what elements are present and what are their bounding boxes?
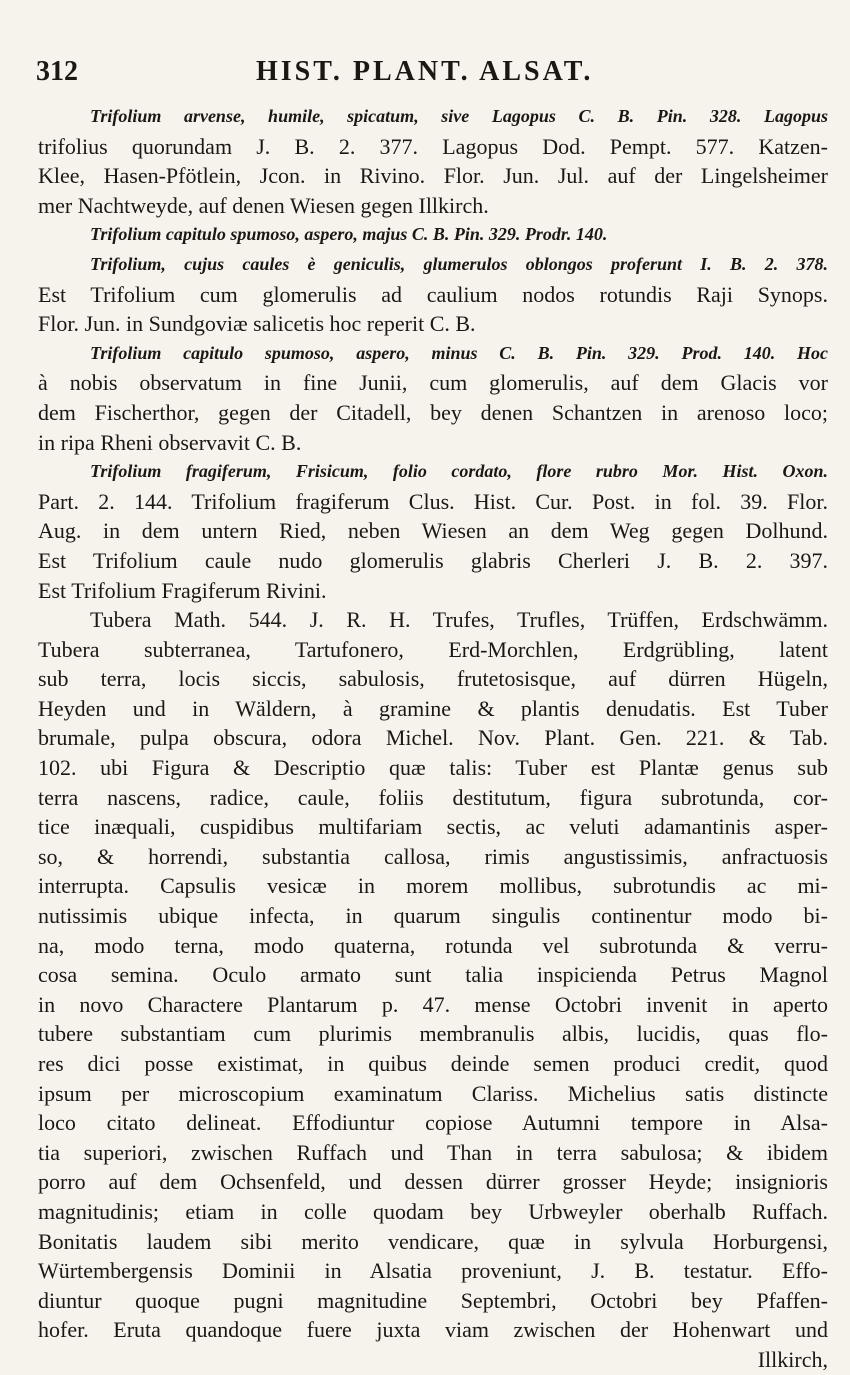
text-line: Trifolium fragiferum, Frisicum, folio cordato, flore rubro Mor. Hist. Oxon. — [90, 461, 828, 482]
text-line: Illkirch, — [757, 1346, 828, 1372]
text-line: loco citato delineat. Effodiuntur copiose Autumni tempore in Alsa- — [38, 1110, 828, 1136]
text-line: res dici posse existimat, in quibus deinde semen produci credit, quod — [38, 1051, 828, 1076]
page-number: 312 — [36, 56, 78, 87]
text-line: Trifolium, cujus caules è geniculis, glumerulos oblongos proferunt I. B. 2. 378. — [90, 253, 828, 274]
text-line: Trifolium capitulo spumoso, aspero, minus C. B. Pin. 329. Prod. 140. Hoc — [90, 342, 828, 363]
text-line: na, modo terna, modo quaterna, rotunda vel subrotunda & verru- — [38, 932, 828, 958]
text-line: Bonitatis laudem sibi merito vendicare, quæ in sylvula Horburgensi, — [38, 1228, 828, 1254]
text-line: Flor. Jun. in Sundgoviæ salicetis hoc reperit C. B. — [38, 311, 476, 337]
text-line: Trifolium capitulo spumoso, aspero, majus C. B. Pin. 329. Prodr. 140. — [90, 224, 608, 245]
text-line: tice inæquali, cuspidibus multifariam sectis, ac veluti adamantinis asper- — [38, 814, 828, 840]
text-line: tubere substantiam cum plurimis membranulis albis, lucidis, quas flo- — [38, 1021, 828, 1047]
text-line: so, & horrendi, substantia callosa, rimis angustissimis, anfractuosis — [38, 843, 828, 869]
text-line: diuntur quoque pugni magnitudine Septembri, Octobri bey Pfaffen- — [38, 1287, 828, 1313]
text-line: hofer. Eruta quandoque fuere juxta viam zwischen der Hohenwart und — [38, 1317, 828, 1343]
text-line: Würtembergensis Dominii in Alsatia proveniunt, J. B. testatur. Effo- — [38, 1258, 828, 1284]
text-line: dem Fischerthor, gegen der Citadell, bey denen Schantzen in arenoso loco; — [38, 399, 828, 425]
text-line: ipsum per microscopium examinatum Clariss. Michelius satis distincte — [38, 1080, 828, 1106]
text-line: interrupta. Capsulis vesicæ in morem mollibus, subrotundis ac mi- — [38, 873, 828, 899]
text-line: brumale, pulpa obscura, odora Michel. Nov. Plant. Gen. 221. & Tab. — [38, 725, 828, 751]
text-line: porro auf dem Ochsenfeld, und dessen dürrer grosser Heyde; insignioris — [38, 1169, 828, 1195]
text-line: Est Trifolium caule nudo glomerulis glabris Cherleri J. B. 2. 397. — [38, 547, 828, 573]
text-line: Heyden und in Wäldern, à gramine & plantis denudatis. Est Tuber — [38, 695, 828, 721]
text-body — [38, 102, 828, 1375]
text-line: Part. 2. 144. Trifolium fragiferum Clus. Hist. Cur. Post. in fol. 39. Flor. — [38, 488, 828, 514]
running-title: HIST. PLANT. ALSAT. — [256, 56, 594, 87]
text-line: in ripa Rheni observavit C. B. — [38, 429, 302, 455]
text-line: 102. ubi Figura & Descriptio quæ talis: Tuber est Plantæ genus sub — [38, 755, 828, 781]
page-header — [36, 56, 826, 92]
text-line: cosa semina. Oculo armato sunt talia inspicienda Petrus Magnol — [38, 962, 828, 988]
text-line: tia superiori, zwischen Ruffach und Than in terra sabulosa; & ibidem — [38, 1139, 828, 1165]
text-line: terra nascens, radice, caule, foliis destitutum, figura subrotunda, cor- — [38, 784, 828, 810]
text-line: Est Trifolium Fragiferum Rivini. — [38, 577, 327, 603]
text-line: à nobis observatum in fine Junii, cum glomerulis, auf dem Glacis vor — [38, 370, 828, 396]
text-line: nutissimis ubique infecta, in quarum singulis continentur modo bi- — [38, 903, 828, 929]
text-line: trifolius quorundam J. B. 2. 377. Lagopus Dod. Pempt. 577. Katzen- — [38, 133, 828, 159]
text-line: sub terra, locis siccis, sabulosis, frutetosisque, auf dürren Hügeln, — [38, 666, 828, 692]
text-line: mer Nachtweyde, auf denen Wiesen gegen Illkirch. — [38, 192, 489, 218]
text-line: Klee, Hasen-Pfötlein, Jcon. in Rivino. Flor. Jun. Jul. auf der Lingelsheimer — [38, 163, 828, 189]
text-line: Tubera Math. 544. J. R. H. Trufes, Trufles, Trüffen, Erdschwämm. — [90, 607, 828, 633]
text-line: Est Trifolium cum glomerulis ad caulium nodos rotundis Raji Synops. — [38, 281, 828, 307]
text-line: Trifolium arvense, humile, spicatum, sive Lagopus C. B. Pin. 328. Lagopus — [90, 106, 828, 126]
text-line: in novo Charactere Plantarum p. 47. mense Octobri invenit in aperto — [38, 991, 828, 1017]
text-line: magnitudinis; etiam in colle quodam bey Urbweyler oberhalb Ruffach. — [38, 1198, 828, 1224]
text-line: Aug. in dem untern Ried, neben Wiesen an dem Weg gegen Dolhund. — [38, 518, 828, 544]
text-line: Tubera subterranea, Tartufonero, Erd-Morchlen, Erdgrübling, latent — [38, 636, 828, 662]
